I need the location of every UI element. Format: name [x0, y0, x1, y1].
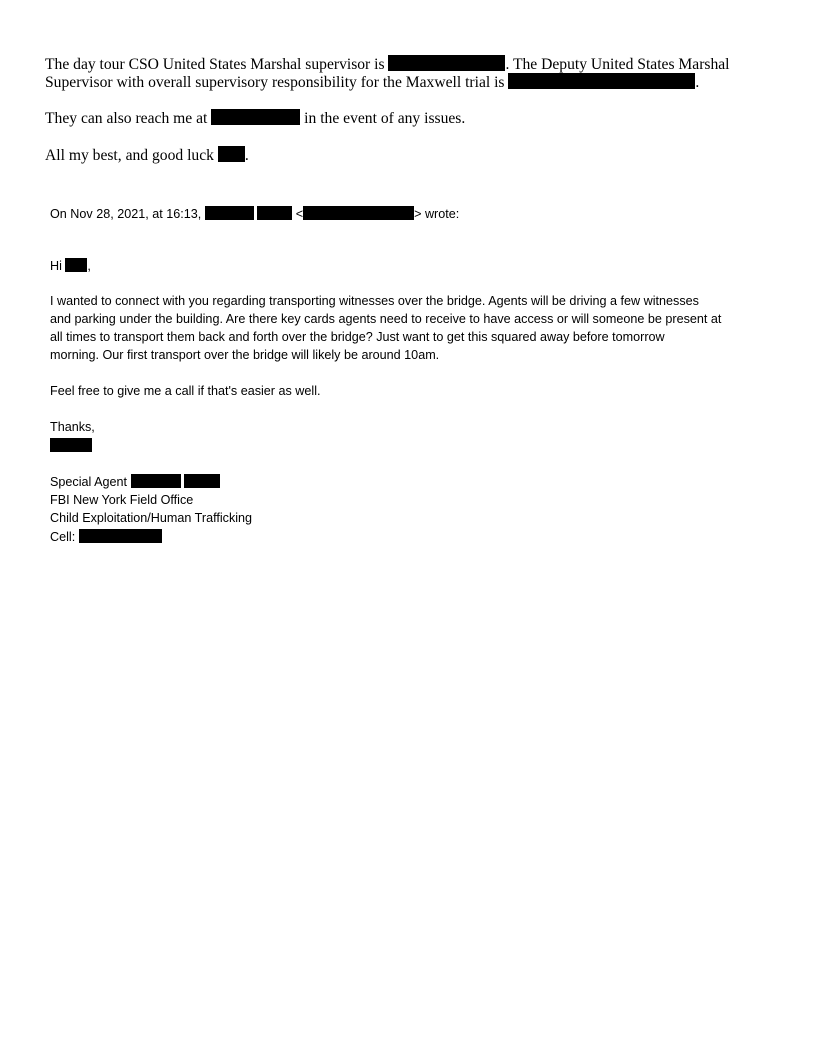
redaction-box: [388, 55, 505, 71]
quoted-header-wrote: > wrote:: [414, 207, 460, 221]
redaction-box: [50, 438, 92, 452]
body-line-2: and parking under the building. Are there key cards agents need to receive to have access or will someone be present at: [50, 312, 722, 326]
signature-cell-label: Cell:: [50, 530, 76, 544]
signature-title-text: Special Agent: [50, 475, 128, 489]
body-line-1: I wanted to connect with you regarding transporting witnesses over the bridge. Agents will be driving a few witnesses: [50, 294, 699, 308]
period-text: .: [695, 74, 700, 91]
redaction-box: [205, 206, 254, 220]
reach-text: They can also reach me at: [45, 110, 208, 127]
body-line-3: all times to transport them back and forth over the bridge? Just want to get this squared away before tomorrow: [50, 330, 665, 344]
redaction-box: [65, 258, 87, 272]
thanks-line: Thanks,: [50, 420, 95, 434]
thanks-name-line: [50, 437, 92, 455]
body-line-4: morning. Our first transport over the bridge will likely be around 10am.: [50, 348, 440, 362]
redaction-box: [79, 529, 162, 543]
call-line: Feel free to give me a call if that's easier as well.: [50, 384, 321, 398]
signature-title: [50, 473, 220, 491]
closing-line: [45, 146, 249, 165]
closing-text: All my best, and good luck: [45, 147, 214, 164]
signature-unit: Child Exploitation/Human Trafficking: [50, 511, 253, 525]
reach-line: [45, 109, 465, 128]
quoted-header: [50, 205, 459, 223]
issues-text: in the event of any issues.: [304, 110, 466, 127]
redaction-box: [184, 474, 220, 488]
redaction-box: [218, 146, 245, 162]
greeting-line: [50, 257, 91, 275]
quoted-header-date: On Nov 28, 2021, at 16:13,: [50, 207, 202, 221]
greeting-text: Hi: [50, 259, 62, 273]
top-line-1: [45, 55, 730, 74]
quoted-header-lt: <: [295, 207, 304, 221]
redaction-box: [211, 109, 300, 125]
redaction-box: [131, 474, 181, 488]
supervisor-responsibility-text: Supervisor with overall supervisory responsibility for the Maxwell trial is: [45, 74, 505, 91]
signature-cell: [50, 528, 162, 546]
closing-period: .: [244, 147, 249, 164]
greeting-punct: ,: [87, 259, 91, 273]
signature-office: FBI New York Field Office: [50, 493, 194, 507]
supervisor-text: The day tour CSO United States Marshal supervisor is: [45, 56, 385, 73]
redaction-box: [508, 73, 695, 89]
redaction-box: [303, 206, 414, 220]
top-line-2: [45, 73, 699, 92]
deputy-text: . The Deputy United States Marshal: [505, 56, 730, 73]
redaction-box: [257, 206, 292, 220]
